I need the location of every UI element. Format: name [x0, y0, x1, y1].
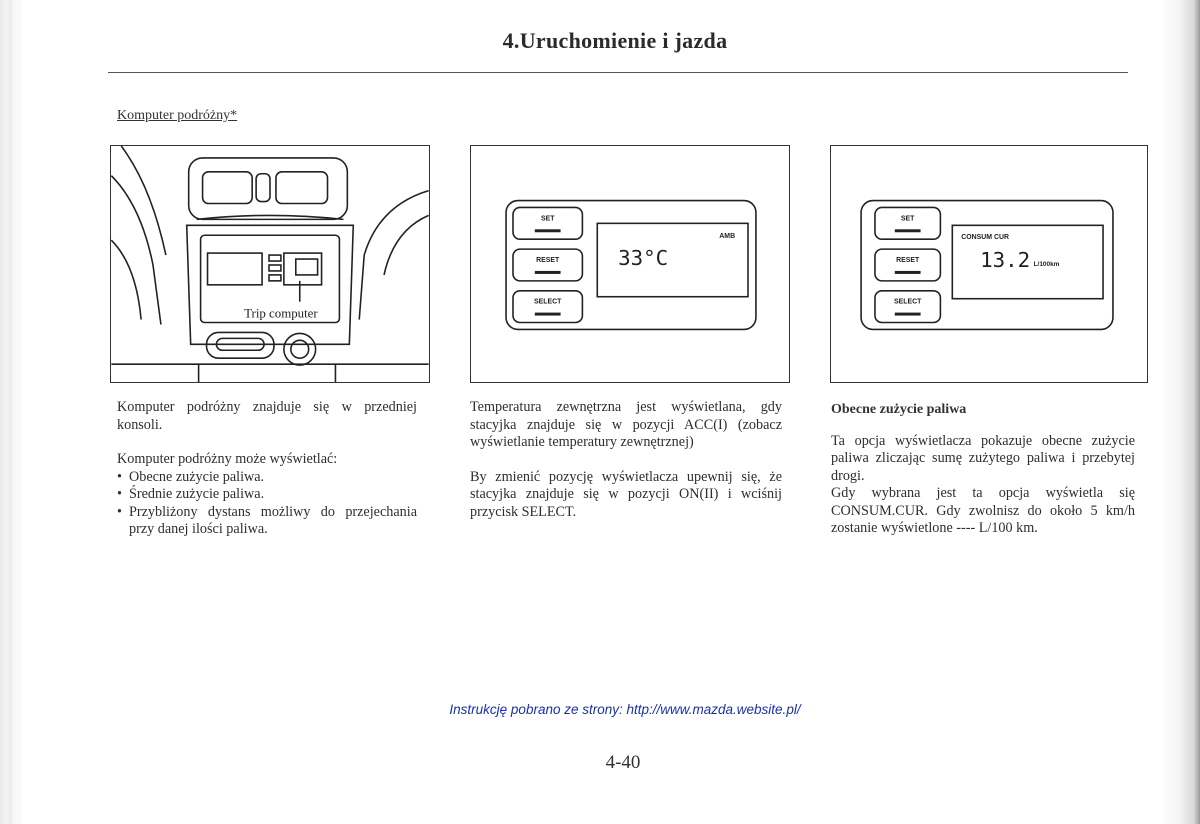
consumption-value: 13.2 [980, 247, 1031, 272]
column-consumption [831, 401, 1135, 538]
chapter-title: 4.Uruchomienie i jazda [502, 28, 728, 53]
dashboard-illustration [111, 146, 429, 382]
reset-button [513, 249, 582, 281]
column-intro [117, 399, 417, 539]
intro-paragraph: Komputer podróżny znajduje się w przedniej konsoli. [117, 399, 417, 433]
list-item: • Obecne zużycie paliwa. [117, 469, 417, 487]
select-button [513, 291, 582, 323]
svg-text:SET: SET [540, 215, 555, 223]
svg-text:SELECT: SELECT [894, 298, 922, 306]
temperature-display-illustration [471, 146, 789, 382]
svg-text:SET: SET [900, 215, 915, 223]
figure-dashboard [110, 145, 430, 383]
section-heading: Komputer podróżny* [117, 108, 238, 123]
list-item: • Przybliżony dystans możliwy do przejechania przy danej ilości paliwa. [117, 504, 417, 539]
temperature-value: 33°C [618, 245, 669, 270]
svg-text:RESET: RESET [536, 257, 560, 265]
svg-text:SELECT: SELECT [534, 298, 562, 306]
amb-indicator: AMB [719, 233, 736, 241]
display-options-intro: Komputer podróżny może wyświetlać: [117, 451, 338, 467]
temperature-lcd [597, 223, 748, 296]
svg-text:RESET: RESET [896, 257, 920, 265]
page-edge-right [1160, 0, 1200, 824]
figure-consumption-display [830, 145, 1148, 383]
page-number: 4-40 [605, 752, 641, 773]
column-temperature [470, 399, 782, 521]
display-options-list [117, 469, 417, 539]
reset-button [875, 249, 940, 281]
consumption-display-illustration [831, 146, 1147, 382]
consumption-paragraph: Ta opcja wyświetlacza pokazuje obecne zużycie paliwa zliczając sumę zużytego paliwa i przebytej drogi. [831, 432, 1135, 484]
download-source-link[interactable]: Instrukcję pobrano ze strony: http://www.mazda.website.pl/ [449, 702, 801, 717]
consum-cur-indicator: CONSUM CUR [961, 234, 1010, 242]
set-button [513, 207, 582, 239]
header-rule [108, 72, 1128, 73]
temperature-paragraph: Temperatura zewnętrzna jest wyświetlana, gdy stacyjka znajduje się w pozycji ACC(I) (zobacz wyświetlanie temperatury zewnętrznej) [470, 399, 782, 450]
trip-computer-caption: Trip computer [244, 306, 318, 321]
select-paragraph: By zmienić pozycję wyświetlacza upewnij się, że stacyjka znajduje się w pozycji ON(II) i wciśnij przycisk SELECT. [470, 468, 782, 520]
select-button [875, 291, 940, 323]
page-edge-left [0, 0, 22, 824]
set-button [875, 207, 940, 239]
consumption-unit: L/100km [1033, 260, 1060, 268]
consum-cur-paragraph: Gdy wybrana jest ta opcja wyświetla się CONSUM.CUR. Gdy zwolnisz do około 5 km/h zostanie wyświetlone ---- L/100 km. [831, 485, 1135, 536]
consumption-heading: Obecne zużycie paliwa [831, 402, 967, 417]
consumption-lcd [952, 225, 1103, 298]
figure-temperature-display [470, 145, 790, 383]
list-item: • Średnie zużycie paliwa. [117, 486, 417, 504]
